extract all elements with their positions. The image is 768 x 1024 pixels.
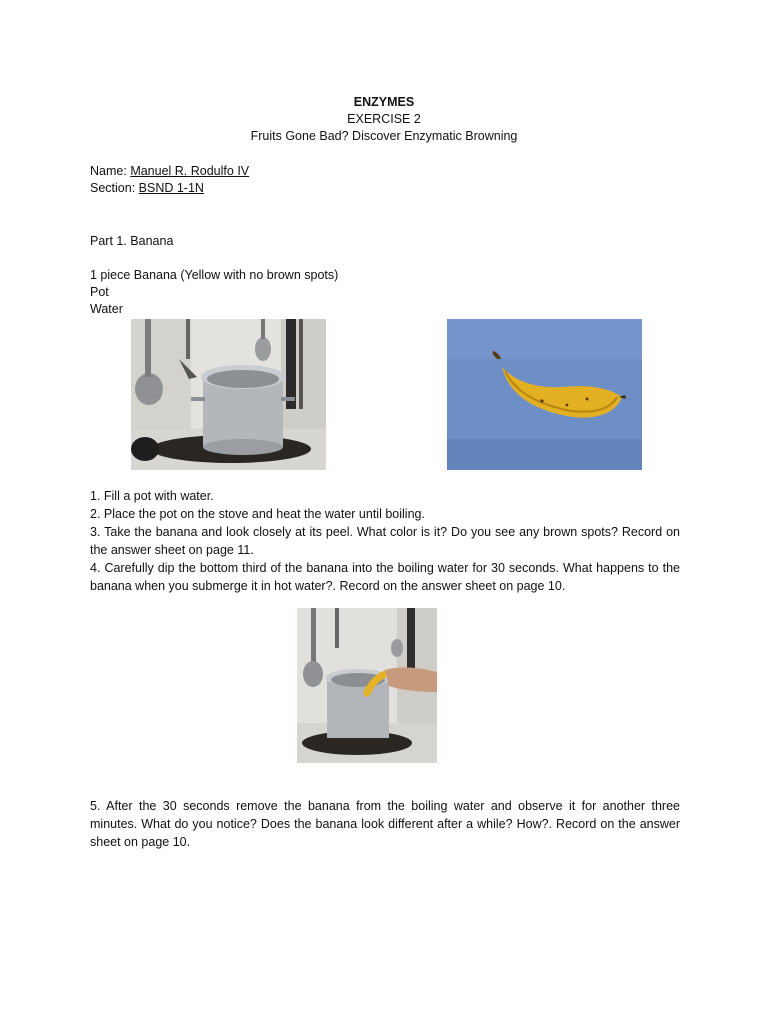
name-label: Name: bbox=[90, 164, 127, 178]
name-value: Manuel R. Rodulfo IV bbox=[130, 164, 250, 178]
instruction-steps bbox=[90, 487, 680, 595]
name-row bbox=[90, 163, 249, 180]
exercise-label: EXERCISE 2 bbox=[347, 112, 421, 126]
step-item: 2. Place the pot on the stove and heat the water until boiling. bbox=[90, 507, 425, 521]
section-row bbox=[90, 180, 204, 197]
step-item: 3. Take the banana and look closely at its peel. What color is it? Do you see any brown spots? Record on the answer sheet on page 11. bbox=[90, 525, 680, 557]
section-label: Section: bbox=[90, 181, 136, 195]
part-heading: Part 1. Banana bbox=[90, 234, 174, 248]
banana-photo bbox=[447, 319, 642, 470]
material-item: Water bbox=[90, 302, 123, 316]
document-subtitle: Fruits Gone Bad? Discover Enzymatic Browning bbox=[250, 129, 518, 143]
dipping-banana-photo bbox=[297, 608, 437, 763]
material-item: 1 piece Banana (Yellow with no brown spots) bbox=[90, 268, 339, 282]
material-item: Pot bbox=[90, 285, 109, 299]
step-five: 5. After the 30 seconds remove the banana from the boiling water and observe it for another three minutes. What do you notice? Does the banana look different after a while? How?. Record on the answer sheet on page 10. bbox=[90, 799, 680, 849]
step-item: 4. Carefully dip the bottom third of the banana into the boiling water for 30 seconds. What happens to the banana when you submerge it in hot water?. Record on the answer sheet on page 10. bbox=[90, 561, 680, 593]
document-title: ENZYMES bbox=[353, 95, 415, 109]
pot-on-stove-photo bbox=[131, 319, 326, 470]
step-item: 1. Fill a pot with water. bbox=[90, 489, 214, 503]
section-value: BSND 1-1N bbox=[138, 181, 204, 195]
